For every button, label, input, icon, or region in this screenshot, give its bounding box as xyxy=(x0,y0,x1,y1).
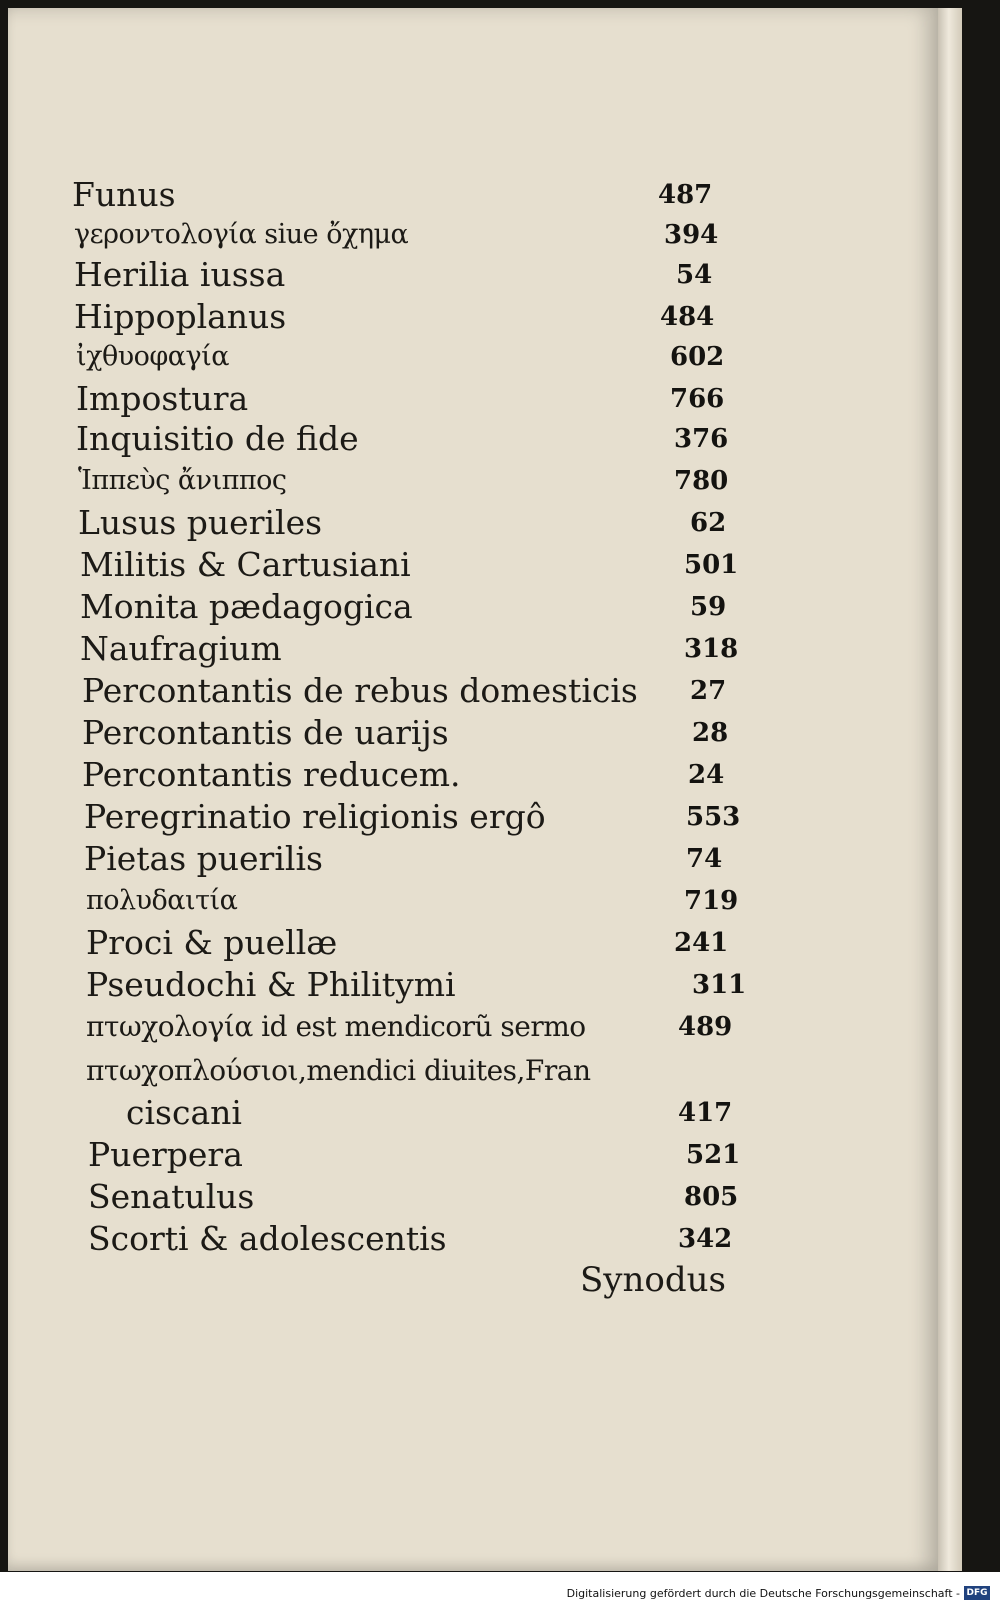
index-entry xyxy=(0,1134,1000,1176)
entry-page: 59 xyxy=(690,592,727,622)
entry-term: Peregrinatio religionis ergô xyxy=(84,797,546,836)
credit-text: Digitalisierung gefördert durch die Deutsche Forschungsgemeinschaft - xyxy=(566,1586,960,1600)
index-entry xyxy=(0,880,1000,922)
entry-page: 311 xyxy=(692,970,747,1000)
entry-term: ciscani xyxy=(126,1093,242,1132)
entry-term: Monita pædagogica xyxy=(80,587,413,626)
index-entry xyxy=(0,296,1000,338)
entry-page: 27 xyxy=(690,676,727,706)
entry-term: γεροντολογία siue ὄχημα xyxy=(74,219,409,250)
entry-page: 394 xyxy=(664,220,719,250)
entry-term: Pietas puerilis xyxy=(84,839,323,878)
entry-term: Herilia iussa xyxy=(74,255,286,294)
entry-page: 54 xyxy=(676,260,713,290)
entry-page: 521 xyxy=(686,1140,741,1170)
catchword: Synodus xyxy=(580,1260,726,1300)
entry-page: 417 xyxy=(678,1098,733,1128)
entry-page: 487 xyxy=(658,180,713,210)
index-entry xyxy=(0,1218,1000,1260)
entry-page: 780 xyxy=(674,466,729,496)
entry-term: Puerpera xyxy=(88,1135,243,1174)
index-entry xyxy=(0,1006,1000,1048)
index-entry xyxy=(0,712,1000,754)
entry-term: Percontantis de uarijs xyxy=(82,713,449,752)
index-entry xyxy=(0,628,1000,670)
index-entry xyxy=(0,586,1000,628)
index-entry xyxy=(0,336,1000,378)
entry-page: 376 xyxy=(674,424,729,454)
entry-page: 719 xyxy=(684,886,739,916)
entry-term: ἰχθυοφαγία xyxy=(76,341,229,372)
entry-term: Percontantis reducem. xyxy=(82,755,461,794)
footer-credit xyxy=(567,1586,990,1600)
entry-page: 766 xyxy=(670,384,725,414)
entry-term: Hippoplanus xyxy=(74,297,287,336)
index-entry xyxy=(0,418,1000,460)
entry-page: 241 xyxy=(674,928,729,958)
entry-term: Ἱππεὺς ἄνιππος xyxy=(78,465,287,496)
index-entry xyxy=(0,254,1000,296)
entry-term: Impostura xyxy=(76,379,249,418)
entry-page: 74 xyxy=(686,844,723,874)
entry-page: 28 xyxy=(692,718,729,748)
entry-page: 553 xyxy=(686,802,741,832)
index-entry xyxy=(0,796,1000,838)
entry-page: 489 xyxy=(678,1012,733,1042)
index-entry xyxy=(0,1092,1000,1134)
dfg-logo: DFG xyxy=(964,1586,990,1600)
entry-term: πτωχοπλούσιοι,mendici diuites,Fran xyxy=(86,1054,591,1087)
entry-term: Scorti & adolescentis xyxy=(88,1219,447,1258)
index-entry xyxy=(0,544,1000,586)
index-entry xyxy=(0,1176,1000,1218)
entry-term: Militis & Cartusiani xyxy=(80,545,411,584)
entry-term: Percontantis de rebus domesticis xyxy=(82,671,638,710)
index-entry xyxy=(0,838,1000,880)
entry-term: Lusus pueriles xyxy=(78,503,323,542)
index-entry xyxy=(0,214,1000,256)
entry-page: 24 xyxy=(688,760,725,790)
index-entry xyxy=(0,174,1000,216)
index-entry xyxy=(0,670,1000,712)
index-entry xyxy=(0,502,1000,544)
index-entry xyxy=(0,964,1000,1006)
entry-page: 501 xyxy=(684,550,739,580)
entry-term: Naufragium xyxy=(80,629,282,668)
entry-page: 602 xyxy=(670,342,725,372)
entry-term: Proci & puellæ xyxy=(86,923,338,962)
entry-page: 62 xyxy=(690,508,727,538)
entry-term: Pseudochi & Philitymi xyxy=(86,965,456,1004)
entry-page: 484 xyxy=(660,302,715,332)
index-entry xyxy=(0,1050,1000,1092)
entry-page: 342 xyxy=(678,1224,733,1254)
entry-term: πτωχολογία id est mendicorũ sermo xyxy=(86,1010,586,1043)
entry-term: Inquisitio de fide xyxy=(76,419,359,458)
entry-term: Funus xyxy=(72,175,176,214)
index-entry xyxy=(0,460,1000,502)
index-entry xyxy=(0,754,1000,796)
entry-page: 805 xyxy=(684,1182,739,1212)
entry-term: πολυδαιτία xyxy=(86,885,238,916)
index-entry xyxy=(0,378,1000,420)
entry-term: Senatulus xyxy=(88,1177,255,1216)
index-entry xyxy=(0,922,1000,964)
entry-page: 318 xyxy=(684,634,739,664)
